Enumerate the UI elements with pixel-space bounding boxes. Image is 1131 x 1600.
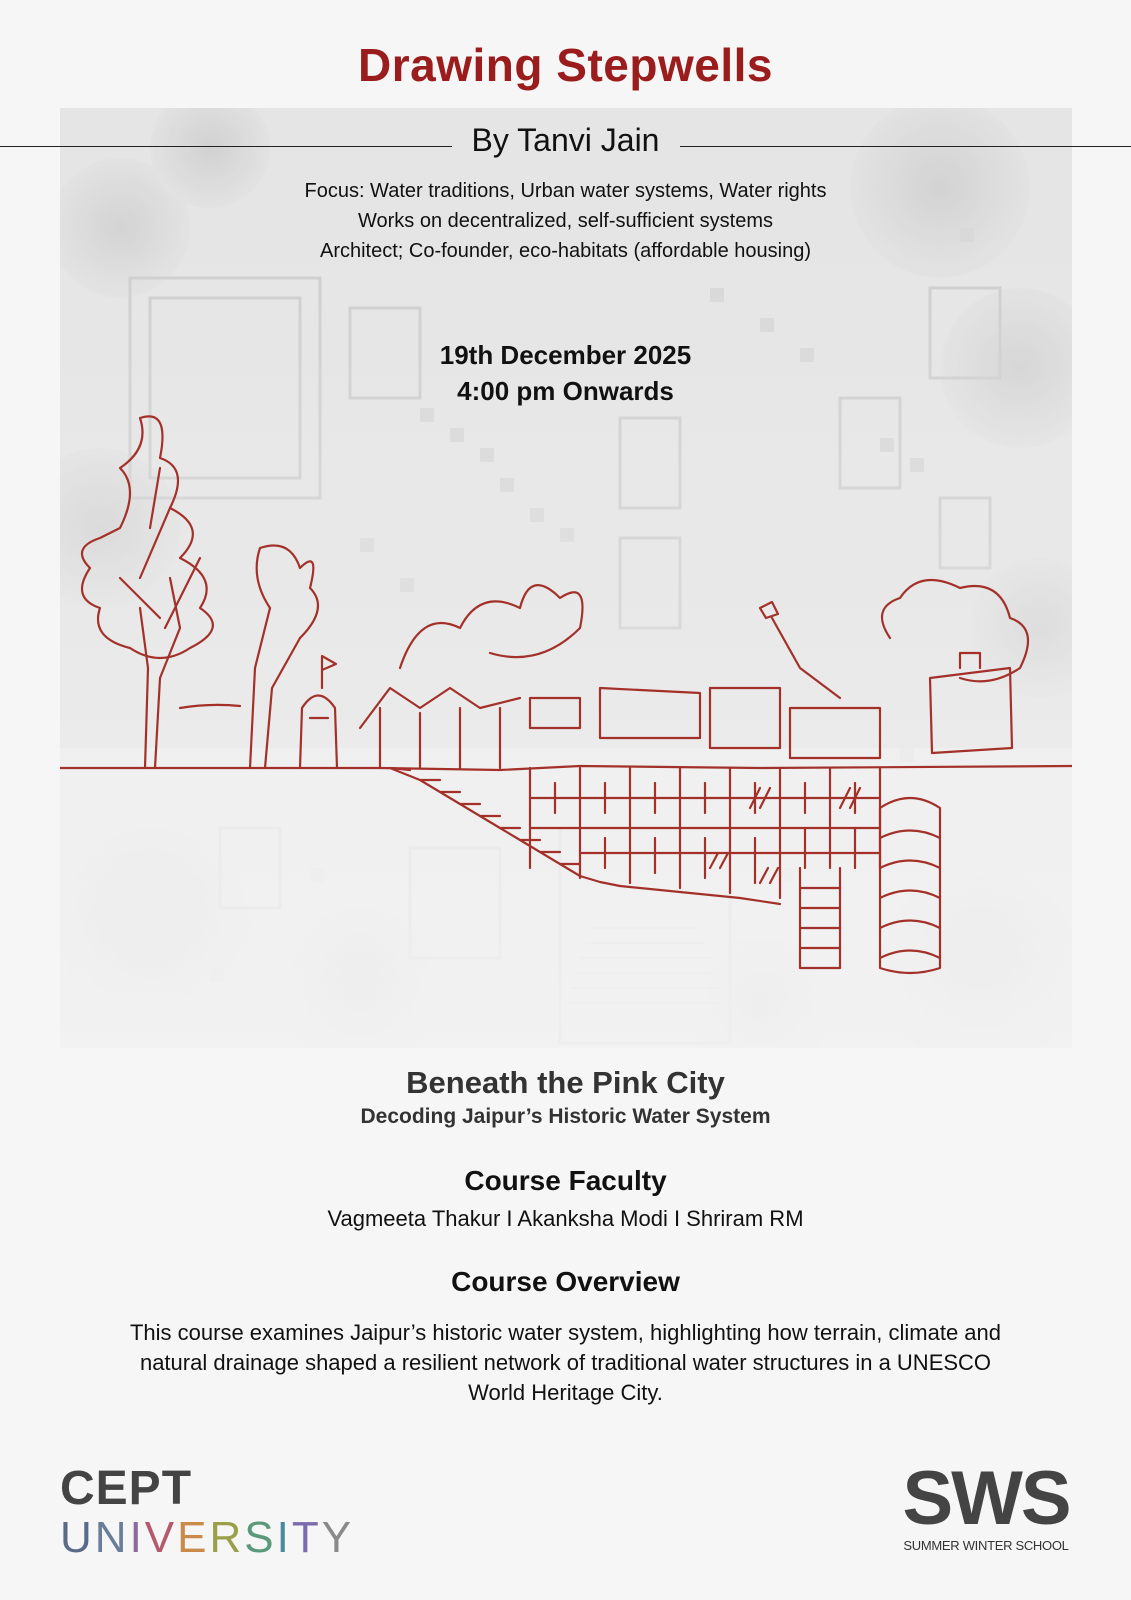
- focus-line: Focus: Water traditions, Urban water systems, Water rights: [304, 180, 827, 202]
- event-time: 4:00 pm Onwards: [457, 376, 674, 406]
- overview-heading: Course Overview: [451, 1266, 680, 1297]
- cept-logo-letter: V: [144, 1513, 178, 1562]
- speaker-byline: By Tanvi Jain: [471, 122, 660, 158]
- event-date: 19th December 2025: [439, 340, 692, 370]
- faculty-heading: Course Faculty: [464, 1165, 667, 1196]
- sws-logo-line1: SWS: [902, 1456, 1070, 1541]
- cept-logo-letter: T: [291, 1513, 322, 1562]
- cept-logo-letter: U: [60, 1513, 95, 1562]
- course-title: Beneath the Pink City: [406, 1065, 725, 1100]
- course-subtitle: Decoding Jaipur’s Historic Water System: [360, 1105, 771, 1128]
- cept-logo-letter: E: [177, 1513, 210, 1562]
- faculty-names: Vagmeeta Thakur I Akanksha Modi I Shriram RM: [327, 1206, 804, 1231]
- cept-logo-letter: I: [129, 1513, 145, 1562]
- cept-logo-letter: R: [209, 1513, 245, 1562]
- focus-line: Works on decentralized, self-sufficient systems: [358, 210, 773, 232]
- cept-logo-letter: Y: [321, 1513, 355, 1562]
- sws-logo: [900, 1456, 1072, 1553]
- cept-logo-line2: [60, 1513, 354, 1563]
- cept-logo-wordmark: [60, 1513, 354, 1562]
- stepwell-sketch-illustration: [60, 108, 1072, 1048]
- poster-title: Drawing Stepwells: [358, 39, 773, 91]
- cept-university-logo: [60, 1462, 355, 1563]
- cept-logo-letter: I: [276, 1513, 292, 1562]
- cept-logo-letter: N: [94, 1513, 130, 1562]
- sws-logo-line2: SUMMER WINTER SCHOOL: [903, 1538, 1069, 1553]
- cept-logo-letter: S: [244, 1513, 277, 1562]
- overview-text: This course examines Jaipur’s historic water system, highlighting how terrain, climate and natural drainage shaped a resilient network of traditional water structures in a UNESCO World Heritage City.: [129, 1320, 1001, 1405]
- cept-logo-line1: CEPT: [60, 1462, 193, 1515]
- focus-line: Architect; Co-founder, eco-habitats (affordable housing): [319, 240, 812, 262]
